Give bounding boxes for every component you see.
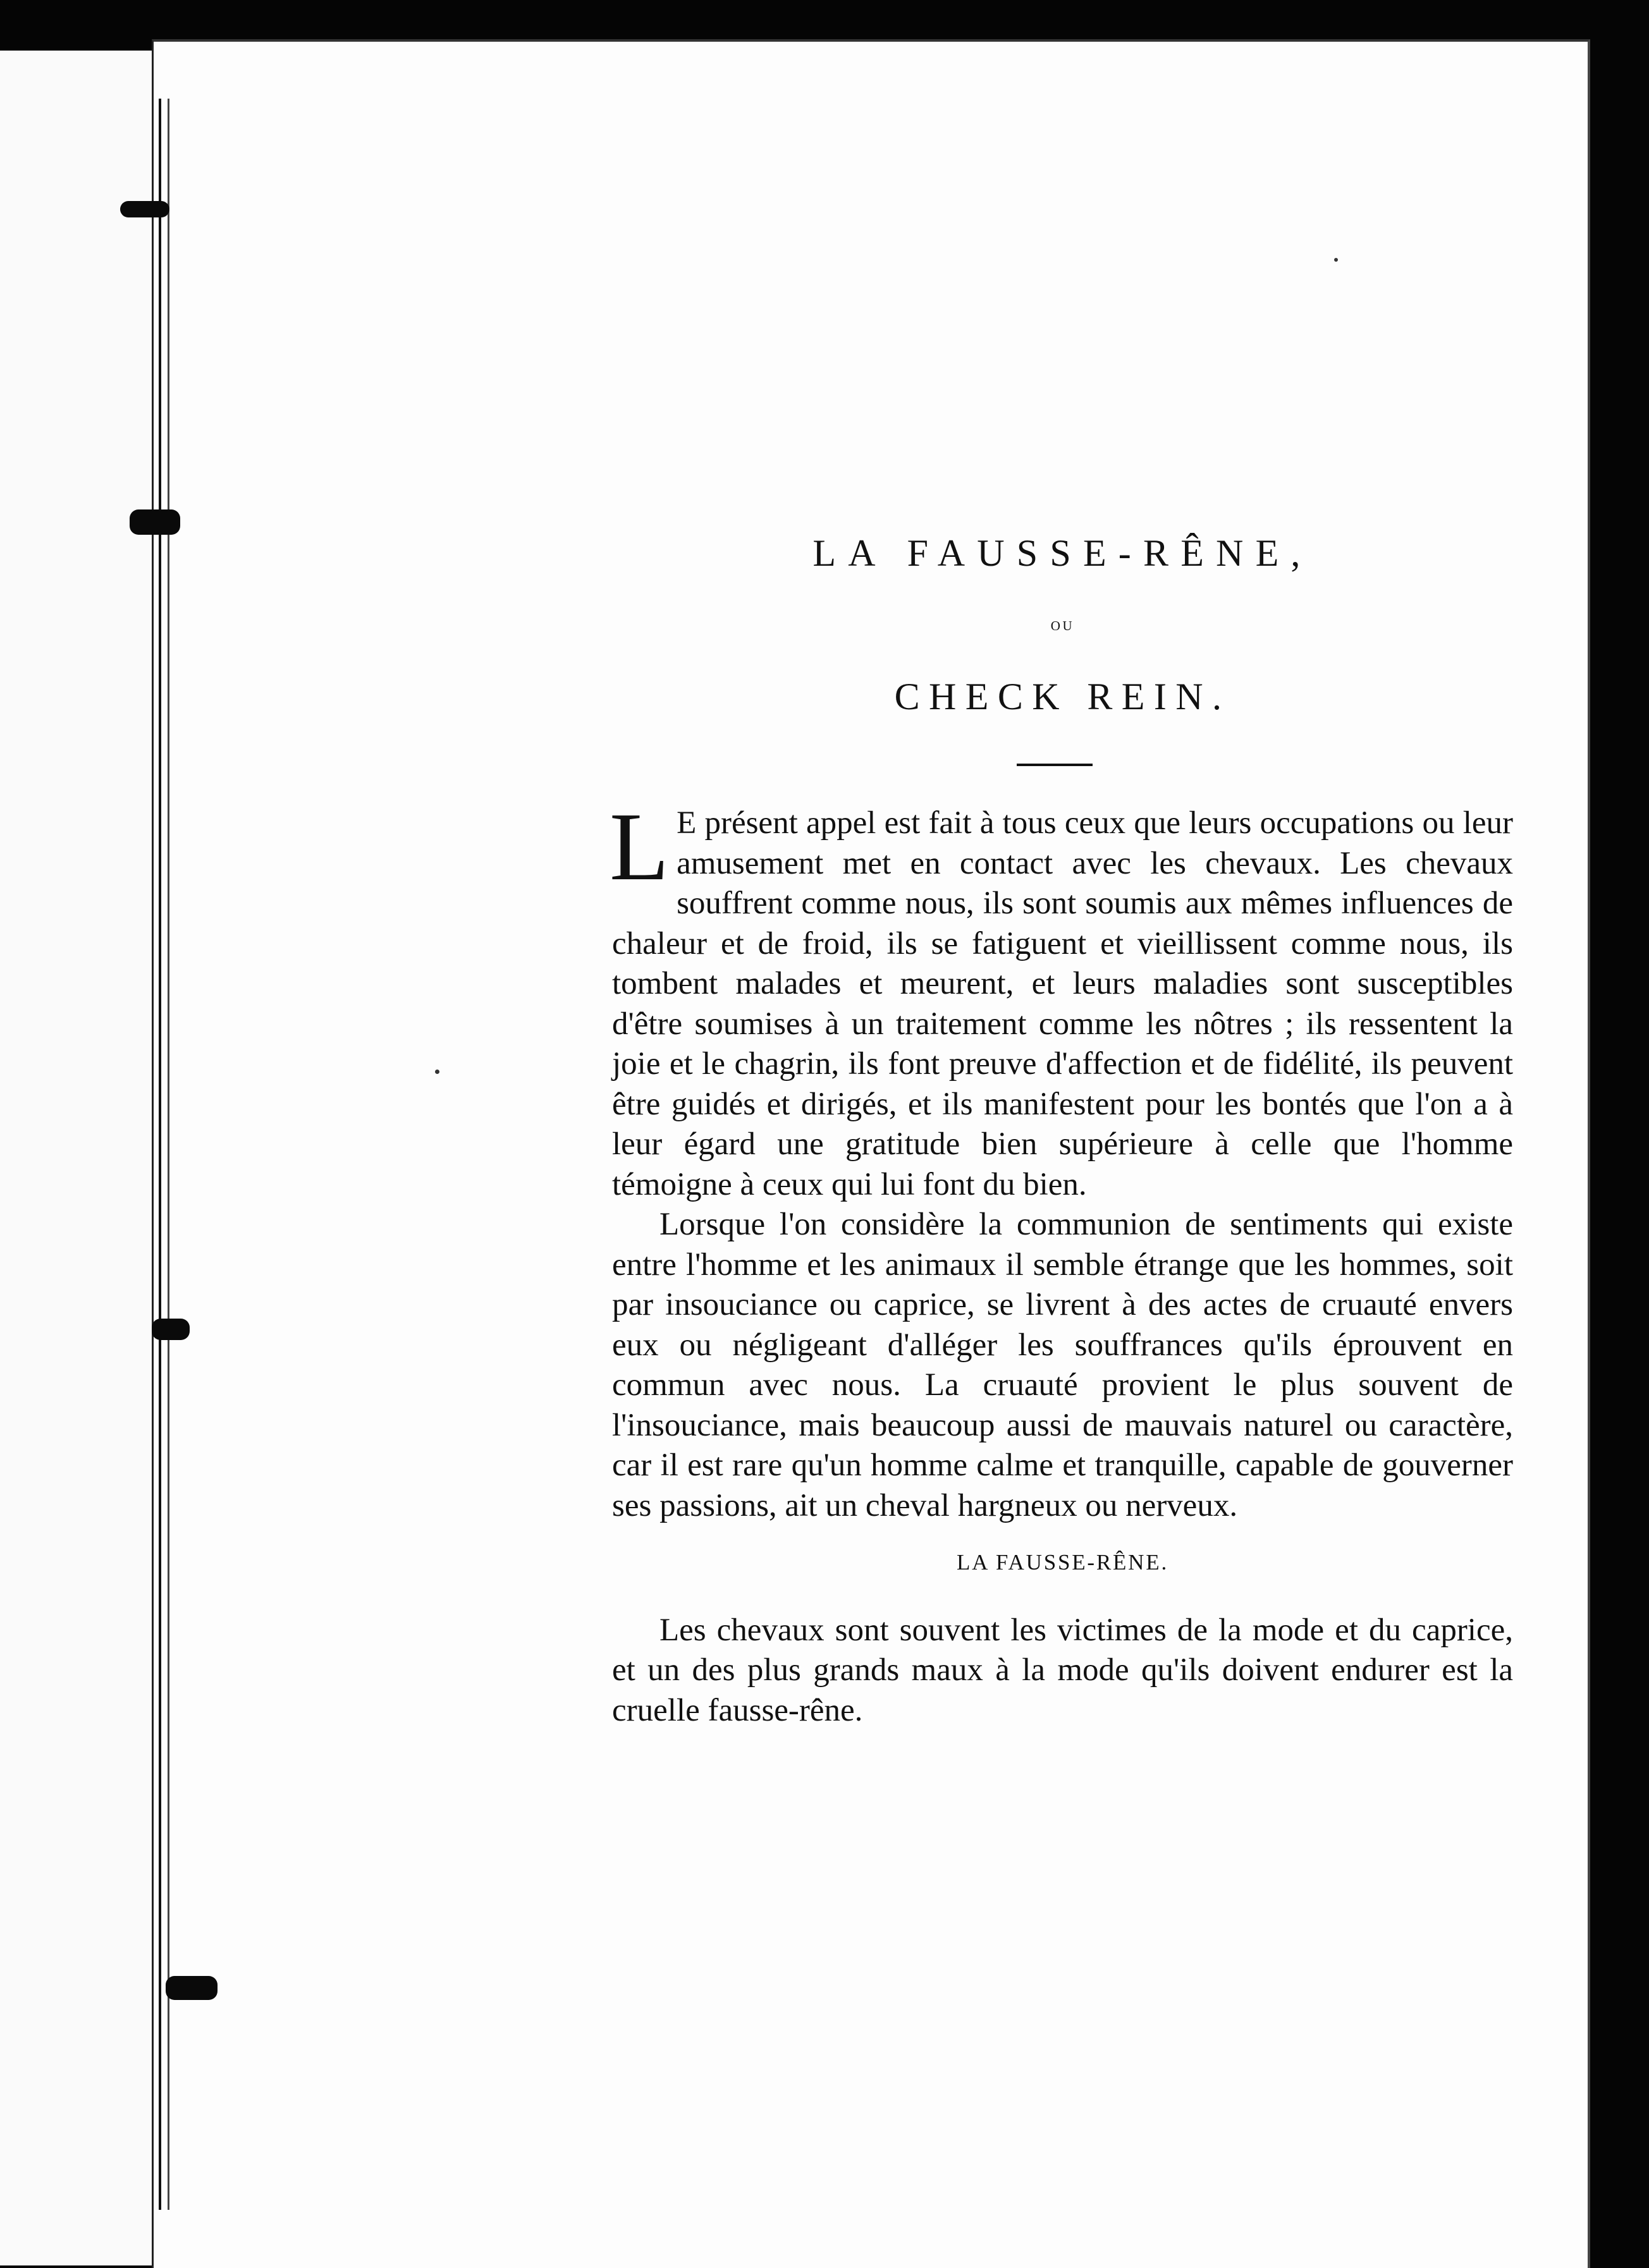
body-text: [610, 793, 1513, 1731]
paragraph-3: Les chevaux sont souvent les victimes de la mode et du caprice, et un des plus grands maux à la mode qu'ils doivent endurer est la cruelle fausse-rêne.: [612, 1612, 1513, 1728]
ink-speck: [1334, 258, 1338, 262]
book-page: [152, 39, 1590, 2268]
gutter-line: [168, 99, 169, 2210]
ink-speck: [435, 1070, 439, 1074]
title-rule: [1017, 764, 1093, 766]
title-connector: ou: [1050, 614, 1075, 635]
section-heading: LA FAUSSE-RÊNE.: [957, 1550, 1168, 1575]
binding-stitch: [166, 1976, 218, 2000]
drop-cap: L: [610, 793, 670, 901]
gutter-line: [159, 99, 161, 2210]
binding-stitch: [120, 201, 169, 217]
page-title: LA FAUSSE-RÊNE,: [812, 532, 1313, 574]
binding-stitch: [130, 509, 180, 535]
paragraph-1: [610, 793, 1513, 1205]
binding-stitch: [152, 1319, 190, 1340]
paragraph-1-text: E présent appel est fait à tous ceux que leurs occupations ou leur amusement met en contact avec les chevaux. Les chevaux souffrent comme nous, ils sont soumis aux mêmes influences de chaleur et de froid, ils se fatiguent et vieillissent comme nous, ils tombent malades et meurent, et leurs maladies sont susceptibles d'être soumises à un traitement comme les nôtres ; ils ressentent la joie et le chagrin, ils font preuve d'affection et de fidélité, ils peuvent être guidés et dirigés, et ils manifestent pour les bontés que l'on a à leur égard une gratitude bien supérieure à celle que l'homme témoigne à ceux qui lui font du bien.: [612, 805, 1513, 1202]
paragraph-2: Lorsque l'on considère la communion de sentiments qui existe entre l'homme et les animaux il semble étrange que les hommes, soit par insouciance ou caprice, se livrent à des actes de cruauté envers eux ou négligeant d'alléger les souffrances qu'ils éprouvent en commun avec nous. La cruauté provient le plus souvent de l'insouciance, mais beaucoup aussi de mauvais naturel ou caractère, car il est rare qu'un homme calme et tranquille, capable de gouverner ses passions, ait un cheval hargneux ou nerveux.: [612, 1207, 1513, 1523]
page-subtitle: CHECK REIN.: [894, 676, 1231, 717]
